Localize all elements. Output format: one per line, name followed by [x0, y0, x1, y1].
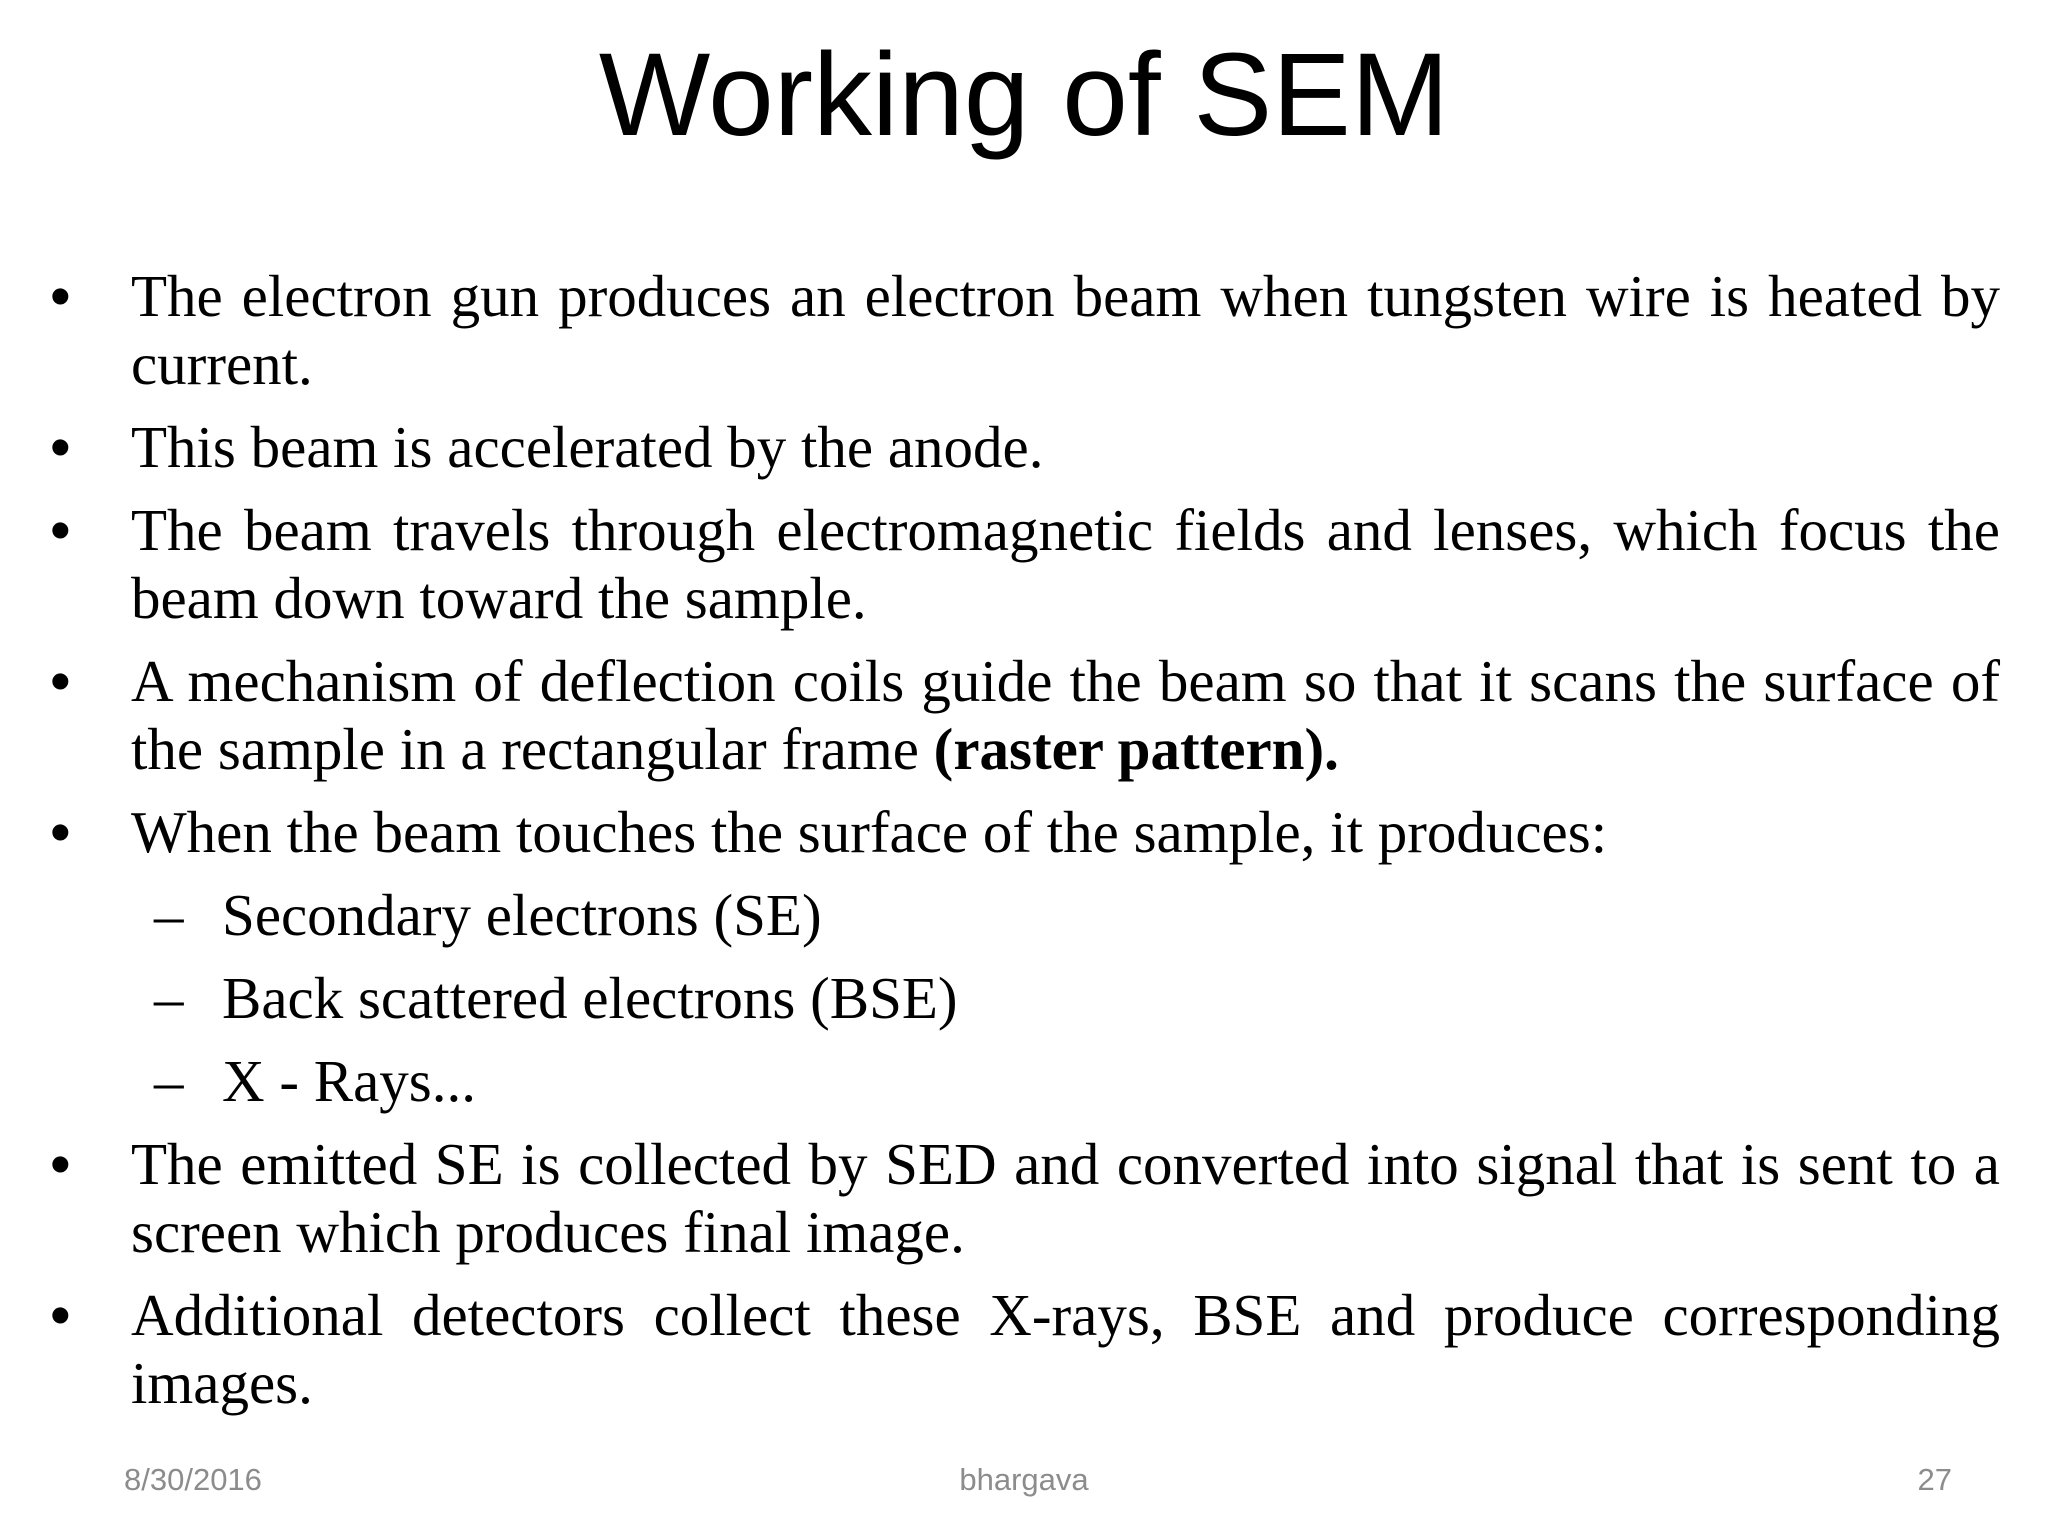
bullet-text: A mechanism of deflection coils guide the beam so that it scans the surface of the sample in a rectangular frame	[131, 648, 2000, 782]
bullet-marker: •	[50, 648, 71, 714]
dash-marker: –	[154, 965, 184, 1031]
bullet-item-1	[50, 262, 2000, 398]
sub-bullet-text: X - Rays...	[222, 1048, 477, 1114]
bullet-bold-text: (raster pattern).	[933, 716, 1339, 782]
bullet-text: The emitted SE is collected by SED and converted into signal that is sent to a screen which produces final image.	[131, 1131, 2000, 1265]
sub-bullet-item-3	[50, 1047, 2000, 1115]
bullet-item-2	[50, 413, 2000, 481]
bullet-marker: •	[50, 799, 71, 865]
bullet-list	[50, 262, 2000, 1432]
dash-marker: –	[154, 1048, 184, 1114]
bullet-marker: •	[50, 263, 71, 329]
sub-bullet-item-2	[50, 964, 2000, 1032]
dash-marker: –	[154, 882, 184, 948]
bullet-marker: •	[50, 1282, 71, 1348]
footer-date: 8/30/2016	[124, 1462, 262, 1497]
bullet-item-7	[50, 1281, 2000, 1417]
footer-author: bhargava	[959, 1462, 1089, 1497]
slide-title: Working of SEM	[598, 29, 1450, 161]
bullet-text: The electron gun produces an electron beam when tungsten wire is heated by current.	[131, 263, 2000, 397]
bullet-text: The beam travels through electromagnetic fields and lenses, which focus the beam down toward the sample.	[131, 497, 2000, 631]
bullet-text: This beam is accelerated by the anode.	[131, 414, 1044, 480]
sub-bullet-item-1	[50, 881, 2000, 949]
bullet-marker: •	[50, 497, 71, 563]
bullet-marker: •	[50, 1131, 71, 1197]
bullet-item-3	[50, 496, 2000, 632]
bullet-text: When the beam touches the surface of the sample, it produces:	[131, 799, 1608, 865]
sub-bullet-text: Back scattered electrons (BSE)	[222, 965, 958, 1031]
bullet-text: Additional detectors collect these X-rays, BSE and produce corresponding images.	[131, 1282, 2000, 1416]
bullet-item-4	[50, 647, 2000, 783]
bullet-item-6	[50, 1130, 2000, 1266]
footer-page-number: 27	[1917, 1462, 1952, 1497]
bullet-item-5	[50, 798, 2000, 866]
bullet-marker: •	[50, 414, 71, 480]
sub-bullet-text: Secondary electrons (SE)	[222, 882, 822, 948]
